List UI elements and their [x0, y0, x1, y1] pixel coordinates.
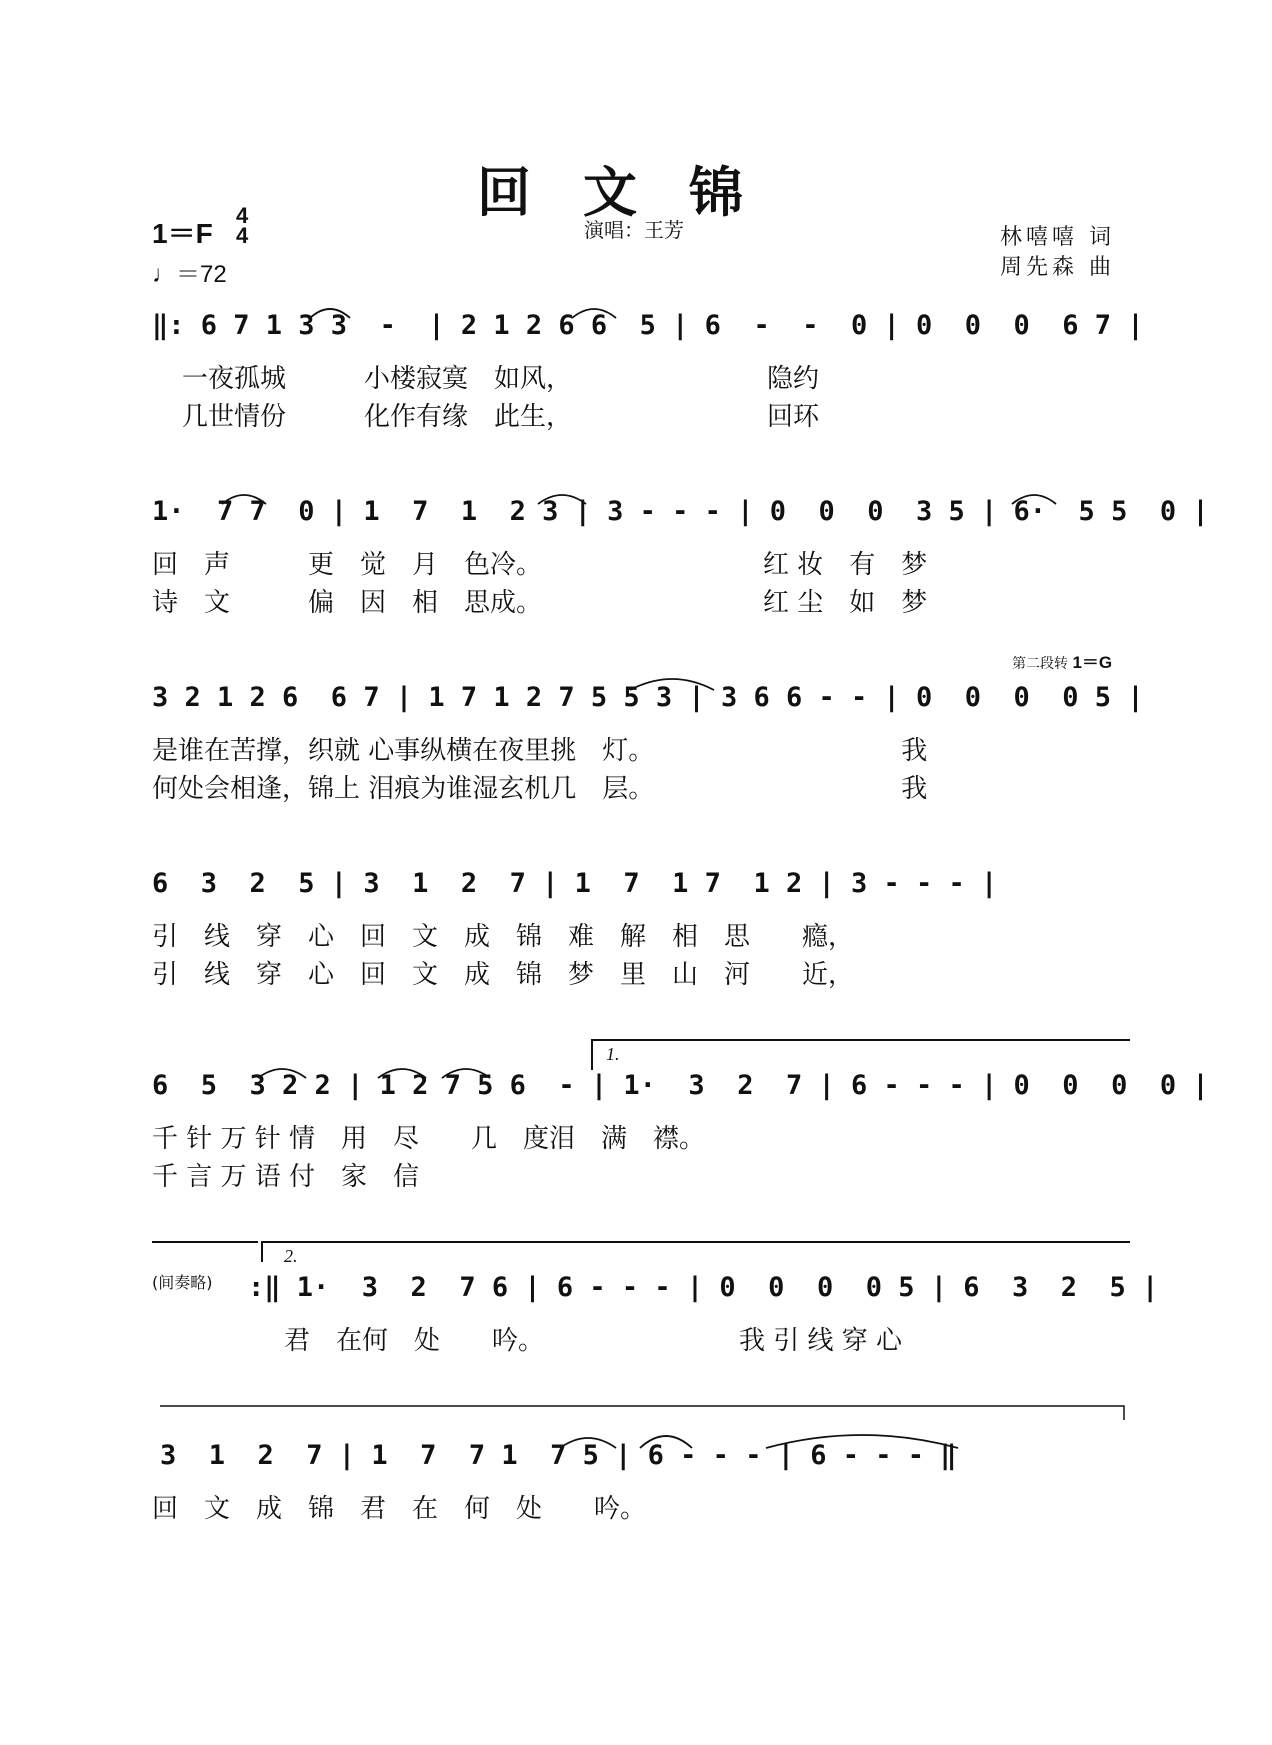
lyrics-line-6: 君 在何 处 吟。 我 引 线 穿 心 [284, 1326, 903, 1356]
notation-line-7: 3 1 2 7 | 1 7 7 1 7 5 | 6 - - - | 6 - - - ‖ [160, 1440, 957, 1471]
lyrics-line-4-verse-1: 引 线 穿 心 回 文 成 锦 难 解 相 思 瘾， [152, 922, 855, 952]
volta-1-label: 1. [606, 1044, 620, 1064]
singer-credit: 演唱：王芳 [584, 218, 684, 242]
lyrics-line-1-verse-1: 一夜孤城 小楼寂寞 如风， 隐约 [182, 364, 820, 394]
modulation-note: 第二段转 [1012, 656, 1068, 672]
final-line-rule [160, 1406, 1124, 1420]
notation-line-2: 1· 7 7 0 | 1 7 1 2 3 | 3 - - - | 0 0 0 3 5 | 6· 5 5 0 | [152, 496, 1209, 527]
notation-line-6: :‖ 1· 3 2 7 6 | 6 - - - | 0 0 0 0 5 | 6 3 2 5 | [248, 1272, 1159, 1303]
interlude-note: (间奏略) [152, 1273, 213, 1292]
lyrics-line-3-verse-2: 何处会相逢，锦上 泪痕为谁湿玄机几 层。 我 [152, 774, 928, 804]
meter-top: 4 [236, 203, 249, 228]
lyrics-line-3-verse-1: 是谁在苦撑，织就 心事纵横在夜里挑 灯。 我 [152, 736, 928, 766]
lyricist-credit: 林嘻嘻 词 [1000, 225, 1115, 250]
time-signature [236, 203, 249, 248]
modulation-annotation [1012, 648, 1112, 673]
lyrics-line-1-verse-2: 几世情份 化作有缘 此生， 回环 [182, 402, 820, 432]
tempo-mark: ♩＝72 [152, 261, 227, 288]
notation-line-1: ‖: 6 7 1 3 3 - | 2 1 2 6 6 5 | 6 - - 0 | 0 0 0 6 7 | [152, 310, 1144, 341]
notation-line-3: 3 2 1 2 6 6 7 | 1 7 1 2 7 5 5 3 | 3 6 6 - - | 0 0 0 0 5 | [152, 682, 1144, 713]
volta-2-label: 2. [284, 1246, 298, 1266]
composer-credit: 周先森 曲 [1000, 255, 1115, 280]
meter-bottom: 4 [236, 223, 249, 248]
modulation-key: 1＝G [1072, 653, 1113, 672]
lyrics-line-5-verse-1: 千 针 万 针 情 用 尽 几 度泪 满 襟。 [152, 1124, 706, 1154]
lyrics-line-5-verse-2: 千 言 万 语 付 家 信 [152, 1162, 420, 1192]
key-signature: 1＝F [152, 218, 213, 249]
lyrics-line-4-verse-2: 引 线 穿 心 回 文 成 锦 梦 里 山 河 近， [152, 960, 855, 990]
lyrics-line-2-verse-1: 回 声 更 觉 月 色冷。 红 妆 有 梦 [152, 550, 928, 580]
lyrics-line-7: 回 文 成 锦 君 在 何 处 吟。 [152, 1494, 647, 1524]
lyrics-line-2-verse-2: 诗 文 偏 因 相 思成。 红 尘 如 梦 [152, 588, 928, 618]
volta-1-bracket [592, 1040, 1130, 1070]
notation-line-4: 6 3 2 5 | 3 1 2 7 | 1 7 1 7 1 2 | 3 - - - | [152, 868, 998, 899]
notation-line-5: 6 5 3 2 2 | 1 2 7 5 6 - | 1· 3 2 7 | 6 - - - | 0 0 0 0 | [152, 1070, 1209, 1101]
volta-2-bracket [262, 1242, 1130, 1262]
page-title: 回文锦 [477, 160, 795, 224]
